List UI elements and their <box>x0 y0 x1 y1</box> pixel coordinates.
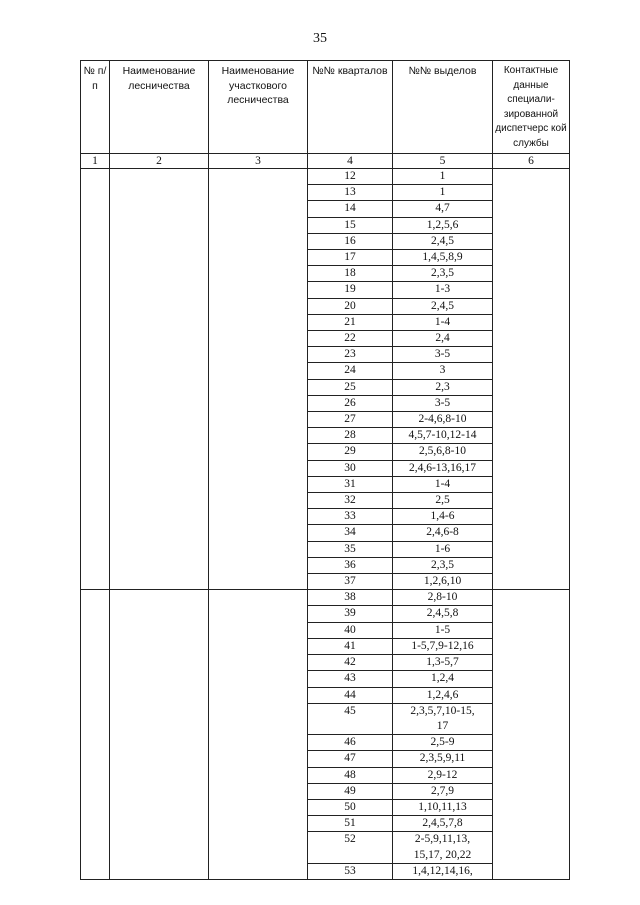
kvartal-cell: 28 <box>308 428 393 444</box>
kvartal-cell: 27 <box>308 412 393 428</box>
vydel-cell: 1,4,5,8,9 <box>393 250 493 266</box>
vydel-cell: 2,3,5 <box>393 557 493 573</box>
page-number: 35 <box>313 31 327 46</box>
vydel-cell: 2,5-9 <box>393 735 493 751</box>
kvartal-cell: 44 <box>308 687 393 703</box>
vydel-cell: 4,7 <box>393 201 493 217</box>
vydel-cell: 1-3 <box>393 282 493 298</box>
kvartal-cell: 45 <box>308 703 393 734</box>
kvartal-cell: 52 <box>308 832 393 863</box>
kvartal-cell: 42 <box>308 655 393 671</box>
column-number: 1 <box>81 154 110 169</box>
vydel-cell: 2,4,5,8 <box>393 606 493 622</box>
vydel-cell: 2,4,6-13,16,17 <box>393 460 493 476</box>
kvartal-cell: 13 <box>308 185 393 201</box>
vydel-cell: 2,5,6,8-10 <box>393 444 493 460</box>
header-row <box>81 61 570 154</box>
kvartal-cell: 39 <box>308 606 393 622</box>
kvartal-cell: 40 <box>308 622 393 638</box>
vydel-cell: 1,4,12,14,16, <box>393 863 493 879</box>
empty-cell-contacts <box>493 590 570 880</box>
vydel-cell: 1-4 <box>393 314 493 330</box>
kvartal-cell: 41 <box>308 638 393 654</box>
kvartal-cell: 50 <box>308 799 393 815</box>
kvartal-cell: 22 <box>308 331 393 347</box>
kvartal-cell: 17 <box>308 250 393 266</box>
kvartal-cell: 37 <box>308 574 393 590</box>
vydel-cell: 1,2,4 <box>393 671 493 687</box>
kvartal-cell: 47 <box>308 751 393 767</box>
kvartal-cell: 12 <box>308 169 393 185</box>
vydel-cell: 2,4,6-8 <box>393 525 493 541</box>
kvartal-cell: 30 <box>308 460 393 476</box>
kvartal-cell: 53 <box>308 863 393 879</box>
empty-cell-district-forestry <box>209 169 308 590</box>
header-col-number: № п/п <box>81 61 110 154</box>
kvartal-cell: 26 <box>308 395 393 411</box>
kvartal-cell: 18 <box>308 266 393 282</box>
kvartal-cell: 33 <box>308 509 393 525</box>
kvartal-cell: 49 <box>308 783 393 799</box>
vydel-cell: 2,4,5 <box>393 233 493 249</box>
column-number: 5 <box>393 154 493 169</box>
kvartal-cell: 20 <box>308 298 393 314</box>
header-col-district-forestry: Наименование участкового лесничества <box>209 61 308 154</box>
table-row <box>81 590 570 606</box>
vydel-cell: 2,3,5 <box>393 266 493 282</box>
kvartal-cell: 51 <box>308 816 393 832</box>
vydel-cell: 1-5,7,9-12,16 <box>393 638 493 654</box>
vydel-cell: 2,3 <box>393 379 493 395</box>
kvartal-cell: 34 <box>308 525 393 541</box>
kvartal-cell: 24 <box>308 363 393 379</box>
header-col-contacts: Контактные данные специали-зированной диспетчерс кой службы <box>493 61 570 154</box>
kvartal-cell: 38 <box>308 590 393 606</box>
column-number: 4 <box>308 154 393 169</box>
vydel-cell: 1 <box>393 185 493 201</box>
header-col-vydel: №№ выделов <box>393 61 493 154</box>
vydel-cell: 2-5,9,11,13, 15,17, 20,22 <box>393 832 493 863</box>
vydel-cell: 1,10,11,13 <box>393 799 493 815</box>
header-col-forestry: Наименование лесничества <box>110 61 209 154</box>
kvartal-cell: 23 <box>308 347 393 363</box>
vydel-cell: 1,2,6,10 <box>393 574 493 590</box>
vydel-cell: 2,4,5 <box>393 298 493 314</box>
empty-cell-forestry <box>110 169 209 590</box>
vydel-cell: 2,9-12 <box>393 767 493 783</box>
empty-cell-number <box>81 590 110 880</box>
kvartal-cell: 43 <box>308 671 393 687</box>
kvartal-cell: 46 <box>308 735 393 751</box>
kvartal-cell: 48 <box>308 767 393 783</box>
vydel-cell: 1-4 <box>393 476 493 492</box>
header-col-kvartal: №№ кварталов <box>308 61 393 154</box>
vydel-cell: 1-5 <box>393 622 493 638</box>
table-row <box>81 169 570 185</box>
column-number-row <box>81 154 570 169</box>
vydel-cell: 1-6 <box>393 541 493 557</box>
empty-cell-district-forestry <box>209 590 308 880</box>
vydel-cell: 3-5 <box>393 347 493 363</box>
kvartal-cell: 16 <box>308 233 393 249</box>
vydel-cell: 1,2,4,6 <box>393 687 493 703</box>
column-number: 2 <box>110 154 209 169</box>
vydel-cell: 2,8-10 <box>393 590 493 606</box>
vydel-cell: 2,4 <box>393 331 493 347</box>
vydel-cell: 2,7,9 <box>393 783 493 799</box>
table-body <box>81 169 570 880</box>
kvartal-cell: 21 <box>308 314 393 330</box>
kvartal-cell: 15 <box>308 217 393 233</box>
kvartal-cell: 14 <box>308 201 393 217</box>
kvartal-cell: 19 <box>308 282 393 298</box>
column-number: 3 <box>209 154 308 169</box>
vydel-cell: 3 <box>393 363 493 379</box>
vydel-cell: 4,5,7-10,12-14 <box>393 428 493 444</box>
vydel-cell: 1 <box>393 169 493 185</box>
vydel-cell: 2,3,5,9,11 <box>393 751 493 767</box>
empty-cell-contacts <box>493 169 570 590</box>
vydel-cell: 1,4-6 <box>393 509 493 525</box>
vydel-cell: 2,5 <box>393 493 493 509</box>
kvartal-cell: 31 <box>308 476 393 492</box>
vydel-cell: 3-5 <box>393 395 493 411</box>
empty-cell-number <box>81 169 110 590</box>
vydel-cell: 2,3,5,7,10-15, 17 <box>393 703 493 734</box>
empty-cell-forestry <box>110 590 209 880</box>
vydel-cell: 1,2,5,6 <box>393 217 493 233</box>
vydel-cell: 1,3-5,7 <box>393 655 493 671</box>
forestry-table <box>80 60 570 880</box>
kvartal-cell: 36 <box>308 557 393 573</box>
vydel-cell: 2-4,6,8-10 <box>393 412 493 428</box>
column-number: 6 <box>493 154 570 169</box>
kvartal-cell: 25 <box>308 379 393 395</box>
kvartal-cell: 35 <box>308 541 393 557</box>
kvartal-cell: 29 <box>308 444 393 460</box>
vydel-cell: 2,4,5,7,8 <box>393 816 493 832</box>
kvartal-cell: 32 <box>308 493 393 509</box>
